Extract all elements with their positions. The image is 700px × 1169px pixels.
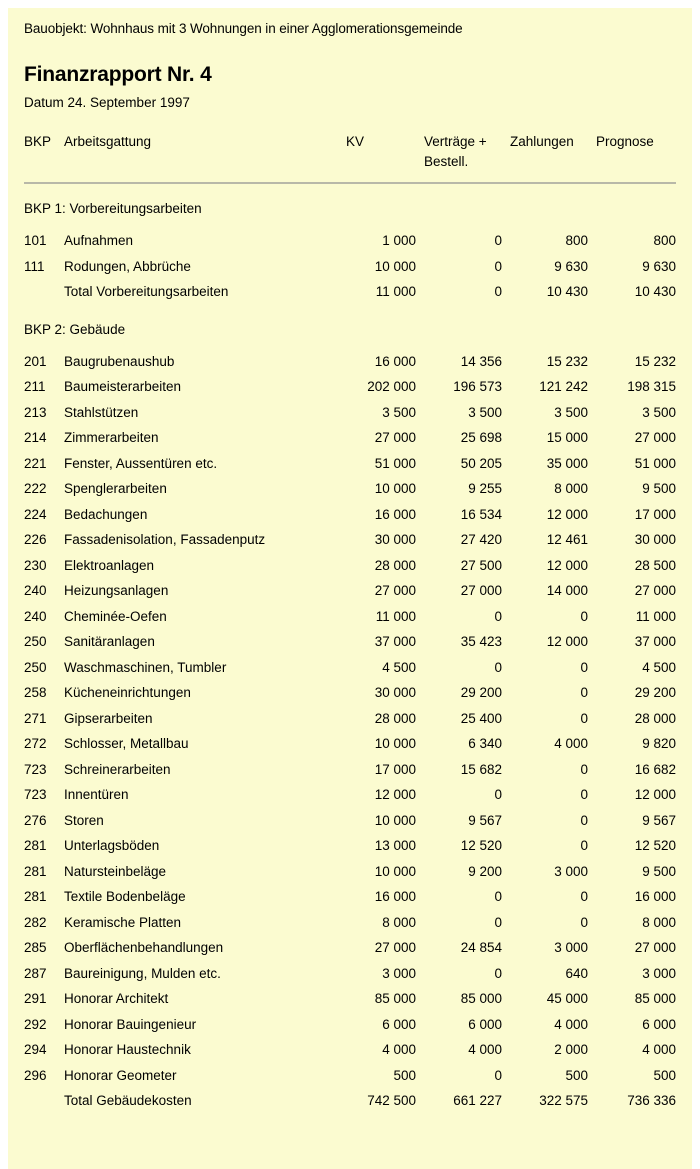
cell-zahlungen: 12 000 <box>546 506 588 522</box>
cell-vertraege: 9 567 <box>468 812 502 828</box>
table-row <box>24 476 676 502</box>
cell-vertraege: 0 <box>494 608 502 624</box>
column-header-vertraege <box>416 132 502 171</box>
cell-prognose: 198 315 <box>627 379 676 395</box>
heading-spacer <box>24 337 676 349</box>
cell-prognose: 6 000 <box>642 1016 676 1032</box>
cell-description: Bedachungen <box>64 506 148 522</box>
cell-description: Baugrubenaushub <box>64 353 175 369</box>
cell-vertraege: 3 500 <box>468 404 502 420</box>
cell-bkp <box>24 1088 64 1114</box>
cell-kv: 8 000 <box>382 914 416 930</box>
cell-vertraege: 0 <box>494 258 502 274</box>
cell-kv: 30 000 <box>374 685 416 701</box>
cell-zahlungen: 2 000 <box>554 1042 588 1058</box>
cell-kv: 3 500 <box>382 404 416 420</box>
cell-prognose: 51 000 <box>634 455 676 471</box>
cell-vertraege: 85 000 <box>460 991 502 1007</box>
cell-prognose: 9 820 <box>642 736 676 752</box>
cell-kv: 28 000 <box>374 557 416 573</box>
cell-zahlungen: 0 <box>580 659 588 675</box>
column-header-zahlungen: Zahlungen <box>510 134 574 149</box>
table-row <box>24 553 676 579</box>
cell-vertraege: 27 420 <box>460 532 502 548</box>
cell-bkp: 111 <box>24 258 45 274</box>
cell-zahlungen: 14 000 <box>546 583 588 599</box>
table-row <box>24 425 676 451</box>
cell-bkp: 211 <box>24 379 46 395</box>
table-row <box>24 655 676 681</box>
cell-prognose: 4 000 <box>642 1042 676 1058</box>
cell-kv: 10 000 <box>374 863 416 879</box>
cell-vertraege: 27 000 <box>460 583 502 599</box>
project-line: Bauobjekt: Wohnhaus mit 3 Wohnungen in einer Agglomerationsgemeinde <box>24 21 463 36</box>
table-row <box>24 374 676 400</box>
cell-bkp: 214 <box>24 430 47 446</box>
table-row <box>24 859 676 885</box>
cell-description: Unterlagsböden <box>64 838 160 854</box>
cell-zahlungen: 121 242 <box>539 379 588 395</box>
cell-zahlungen: 3 000 <box>554 863 588 879</box>
cell-prognose: 4 500 <box>642 659 676 675</box>
header-row <box>24 132 676 171</box>
cell-vertraege: 14 356 <box>460 353 502 369</box>
cell-bkp: 281 <box>24 838 47 854</box>
cell-kv: 10 000 <box>374 736 416 752</box>
column-header-description: Arbeitsgattung <box>64 134 152 149</box>
table-row <box>24 706 676 732</box>
cell-prognose: 3 000 <box>642 965 676 981</box>
cell-vertraege: 29 200 <box>460 685 502 701</box>
table-row <box>24 604 676 630</box>
cell-zahlungen: 15 232 <box>546 353 588 369</box>
cell-kv: 16 000 <box>374 353 416 369</box>
cell-zahlungen: 500 <box>565 1067 588 1083</box>
cell-bkp: 272 <box>24 736 47 752</box>
section-heading-row <box>24 322 676 337</box>
cell-kv: 742 500 <box>367 1093 416 1109</box>
cell-vertraege: 12 520 <box>460 838 502 854</box>
cell-kv: 11 000 <box>375 284 416 300</box>
table-total-row <box>24 279 676 305</box>
cell-kv: 3 000 <box>382 965 416 981</box>
cell-zahlungen: 35 000 <box>546 455 588 471</box>
cell-zahlungen: 0 <box>580 710 588 726</box>
cell-bkp: 296 <box>24 1067 47 1083</box>
table-row <box>24 935 676 961</box>
cell-description: Oberflächenbehandlungen <box>64 940 224 956</box>
cell-kv: 12 000 <box>374 787 416 803</box>
cell-vertraege: 50 205 <box>460 455 502 471</box>
section-spacer <box>24 305 676 322</box>
cell-total-label: Total Gebäudekosten <box>64 1093 192 1109</box>
cell-vertraege: 9 255 <box>468 481 502 497</box>
cell-prognose: 27 000 <box>634 583 676 599</box>
cell-prognose: 736 336 <box>627 1093 676 1109</box>
table-row <box>24 782 676 808</box>
cell-kv: 16 000 <box>374 506 416 522</box>
heading-spacer <box>24 216 676 228</box>
cell-description: Zimmerarbeiten <box>64 430 159 446</box>
section-heading: BKP 2: Gebäude <box>24 321 126 337</box>
cell-prognose: 28 000 <box>634 710 676 726</box>
cell-prognose: 9 567 <box>642 812 676 828</box>
cell-zahlungen: 0 <box>580 608 588 624</box>
cell-kv: 16 000 <box>374 889 416 905</box>
cell-kv: 6 000 <box>382 1016 416 1032</box>
cell-kv: 1 000 <box>382 233 416 249</box>
cell-bkp: 240 <box>24 583 47 599</box>
cell-description: Fenster, Aussentüren etc. <box>64 455 218 471</box>
cell-kv: 4 500 <box>382 659 416 675</box>
cell-kv: 85 000 <box>374 991 416 1007</box>
cell-bkp: 258 <box>24 685 47 701</box>
cell-vertraege: 27 500 <box>460 557 502 573</box>
cell-bkp: 276 <box>24 812 47 828</box>
cell-bkp: 224 <box>24 506 47 522</box>
table-row <box>24 349 676 375</box>
cell-vertraege: 0 <box>494 914 502 930</box>
cell-description: Rodungen, Abbrüche <box>64 258 191 274</box>
cell-vertraege: 9 200 <box>468 863 502 879</box>
cell-description: Sanitäranlagen <box>64 634 155 650</box>
cell-description: Storen <box>64 812 104 828</box>
table-row <box>24 884 676 910</box>
finance-table <box>24 132 676 1114</box>
table-total-row <box>24 1088 676 1114</box>
cell-kv: 13 000 <box>374 838 416 854</box>
cell-bkp: 281 <box>24 889 47 905</box>
cell-kv: 10 000 <box>374 812 416 828</box>
cell-zahlungen: 0 <box>580 812 588 828</box>
section-spacer <box>24 184 676 201</box>
cell-description: Elektroanlagen <box>64 557 155 573</box>
cell-prognose: 12 000 <box>634 787 676 803</box>
cell-prognose: 27 000 <box>634 430 676 446</box>
cell-zahlungen: 10 430 <box>546 284 588 300</box>
cell-description: Fassadenisolation, Fassadenputz <box>64 532 266 548</box>
cell-zahlungen: 0 <box>580 914 588 930</box>
cell-vertraege: 0 <box>494 284 502 300</box>
cell-zahlungen: 12 461 <box>546 532 588 548</box>
column-header-vertraege-line2: Bestell. <box>424 153 469 169</box>
cell-vertraege: 661 227 <box>453 1093 502 1109</box>
table-row <box>24 400 676 426</box>
cell-kv: 27 000 <box>374 940 416 956</box>
cell-bkp: 240 <box>24 608 47 624</box>
cell-zahlungen: 4 000 <box>554 736 588 752</box>
table-row <box>24 451 676 477</box>
cell-kv: 51 000 <box>374 455 416 471</box>
cell-bkp: 723 <box>24 761 47 777</box>
cell-description: Baureinigung, Mulden etc. <box>64 965 221 981</box>
cell-prognose: 800 <box>653 233 676 249</box>
cell-prognose: 9 500 <box>642 481 676 497</box>
cell-description: Honorar Architekt <box>64 991 169 1007</box>
table-row <box>24 1037 676 1063</box>
cell-zahlungen: 8 000 <box>554 481 588 497</box>
cell-prognose: 30 000 <box>634 532 676 548</box>
cell-zahlungen: 12 000 <box>546 557 588 573</box>
cell-vertraege: 0 <box>494 889 502 905</box>
cell-prognose: 9 630 <box>642 258 676 274</box>
cell-prognose: 3 500 <box>642 404 676 420</box>
cell-prognose: 15 232 <box>634 353 676 369</box>
cell-total-label: Total Vorbereitungsarbeiten <box>64 284 229 300</box>
cell-description: Keramische Platten <box>64 914 182 930</box>
cell-prognose: 10 430 <box>634 284 676 300</box>
cell-zahlungen: 4 000 <box>554 1016 588 1032</box>
cell-prognose: 12 520 <box>634 838 676 854</box>
cell-kv: 30 000 <box>374 532 416 548</box>
cell-description: Honorar Haustechnik <box>64 1042 191 1058</box>
cell-prognose: 11 000 <box>635 608 676 624</box>
cell-bkp: 291 <box>24 991 47 1007</box>
cell-bkp: 201 <box>24 353 47 369</box>
table-row <box>24 1012 676 1038</box>
cell-zahlungen: 322 575 <box>539 1093 588 1109</box>
cell-vertraege: 15 682 <box>460 761 502 777</box>
cell-description: Heizungsanlagen <box>64 583 169 599</box>
report-page <box>8 8 692 1169</box>
spacer-cell <box>24 337 676 349</box>
cell-description: Stahlstützen <box>64 404 139 420</box>
cell-vertraege: 6 340 <box>468 736 502 752</box>
cell-description: Honorar Geometer <box>64 1067 177 1083</box>
cell-prognose: 500 <box>653 1067 676 1083</box>
cell-bkp: 294 <box>24 1042 47 1058</box>
cell-zahlungen: 3 000 <box>554 940 588 956</box>
spacer-cell <box>24 216 676 228</box>
cell-description: Innentüren <box>64 787 129 803</box>
cell-description: Textile Bodenbeläge <box>64 889 186 905</box>
table-header <box>24 132 676 184</box>
cell-bkp: 287 <box>24 965 47 981</box>
cell-description: Schlosser, Metallbau <box>64 736 189 752</box>
report-date: Datum 24. September 1997 <box>24 95 190 110</box>
column-header-vertraege-line1: Verträge + <box>424 134 487 149</box>
table-row <box>24 228 676 254</box>
cell-description: Spenglerarbeiten <box>64 481 167 497</box>
cell-bkp: 213 <box>24 404 47 420</box>
cell-bkp: 230 <box>24 557 47 573</box>
cell-zahlungen: 45 000 <box>546 991 588 1007</box>
cell-bkp: 226 <box>24 532 47 548</box>
cell-description: Honorar Bauingenieur <box>64 1016 197 1032</box>
cell-prognose: 37 000 <box>634 634 676 650</box>
cell-kv: 27 000 <box>374 430 416 446</box>
cell-kv: 28 000 <box>374 710 416 726</box>
header-rule-row <box>24 171 676 184</box>
cell-prognose: 29 200 <box>634 685 676 701</box>
cell-zahlungen: 640 <box>565 965 588 981</box>
cell-vertraege: 25 400 <box>460 710 502 726</box>
cell-kv: 202 000 <box>367 379 416 395</box>
table-row <box>24 833 676 859</box>
cell-kv: 4 000 <box>382 1042 416 1058</box>
cell-prognose: 27 000 <box>634 940 676 956</box>
cell-description: Natursteinbeläge <box>64 863 167 879</box>
cell-prognose: 16 682 <box>634 761 676 777</box>
column-header-bkp: BKP <box>24 134 52 149</box>
cell-vertraege: 0 <box>494 1067 502 1083</box>
cell-description: Cheminée-Oefen <box>64 608 167 624</box>
column-header-kv: KV <box>346 134 365 149</box>
cell-prognose: 16 000 <box>634 889 676 905</box>
table-body <box>24 184 676 1114</box>
spacer-cell <box>24 305 676 322</box>
spacer-cell <box>24 184 676 201</box>
header-rule-cell <box>24 171 676 184</box>
section-heading-row <box>24 201 676 216</box>
cell-zahlungen: 3 500 <box>554 404 588 420</box>
table-row <box>24 986 676 1012</box>
cell-kv: 17 000 <box>374 761 416 777</box>
cell-vertraege: 0 <box>494 787 502 803</box>
cell-kv: 500 <box>393 1067 416 1083</box>
cell-vertraege: 0 <box>494 659 502 675</box>
cell-bkp: 101 <box>24 233 47 249</box>
cell-zahlungen: 15 000 <box>546 430 588 446</box>
cell-kv: 27 000 <box>374 583 416 599</box>
cell-bkp: 281 <box>24 863 47 879</box>
cell-vertraege: 196 573 <box>453 379 502 395</box>
cell-vertraege: 0 <box>494 965 502 981</box>
cell-kv: 10 000 <box>374 258 416 274</box>
cell-zahlungen: 0 <box>580 761 588 777</box>
cell-bkp: 292 <box>24 1016 47 1032</box>
cell-description: Aufnahmen <box>64 233 134 249</box>
table-row <box>24 527 676 553</box>
cell-kv: 10 000 <box>374 481 416 497</box>
cell-prognose: 28 500 <box>634 557 676 573</box>
cell-vertraege: 4 000 <box>468 1042 502 1058</box>
table-row <box>24 961 676 987</box>
cell-zahlungen: 0 <box>580 889 588 905</box>
cell-bkp: 250 <box>24 634 47 650</box>
page-title: Finanzrapport Nr. 4 <box>24 63 212 86</box>
cell-bkp: 285 <box>24 940 47 956</box>
section-heading: BKP 1: Vorbereitungsarbeiten <box>24 201 202 217</box>
cell-description: Baumeisterarbeiten <box>64 379 182 395</box>
cell-zahlungen: 0 <box>580 838 588 854</box>
cell-bkp: 250 <box>24 659 47 675</box>
cell-bkp <box>24 279 64 305</box>
column-header-prognose: Prognose <box>596 134 654 149</box>
cell-zahlungen: 0 <box>580 787 588 803</box>
table-row <box>24 502 676 528</box>
table-row <box>24 731 676 757</box>
table-row <box>24 254 676 280</box>
table-row <box>24 680 676 706</box>
table-row <box>24 1063 676 1089</box>
table-row <box>24 757 676 783</box>
cell-bkp: 221 <box>24 455 47 471</box>
cell-kv: 37 000 <box>374 634 416 650</box>
cell-description: Schreinerarbeiten <box>64 761 171 777</box>
cell-prognose: 9 500 <box>642 863 676 879</box>
cell-prognose: 85 000 <box>634 991 676 1007</box>
cell-vertraege: 35 423 <box>460 634 502 650</box>
cell-vertraege: 6 000 <box>468 1016 502 1032</box>
cell-description: Kücheneinrichtungen <box>64 685 191 701</box>
cell-bkp: 271 <box>24 710 47 726</box>
cell-zahlungen: 800 <box>565 233 588 249</box>
table-row <box>24 578 676 604</box>
table-row <box>24 910 676 936</box>
cell-zahlungen: 12 000 <box>546 634 588 650</box>
cell-zahlungen: 9 630 <box>554 258 588 274</box>
cell-kv: 11 000 <box>375 608 416 624</box>
cell-vertraege: 0 <box>494 233 502 249</box>
table-row <box>24 629 676 655</box>
cell-zahlungen: 0 <box>580 685 588 701</box>
table-row <box>24 808 676 834</box>
cell-prognose: 8 000 <box>642 914 676 930</box>
cell-prognose: 17 000 <box>634 506 676 522</box>
cell-vertraege: 16 534 <box>460 506 502 522</box>
cell-description: Waschmaschinen, Tumbler <box>64 659 227 675</box>
cell-description: Gipserarbeiten <box>64 710 153 726</box>
cell-bkp: 222 <box>24 481 47 497</box>
cell-vertraege: 25 698 <box>460 430 502 446</box>
cell-bkp: 282 <box>24 914 47 930</box>
cell-vertraege: 24 854 <box>460 940 502 956</box>
cell-bkp: 723 <box>24 787 47 803</box>
